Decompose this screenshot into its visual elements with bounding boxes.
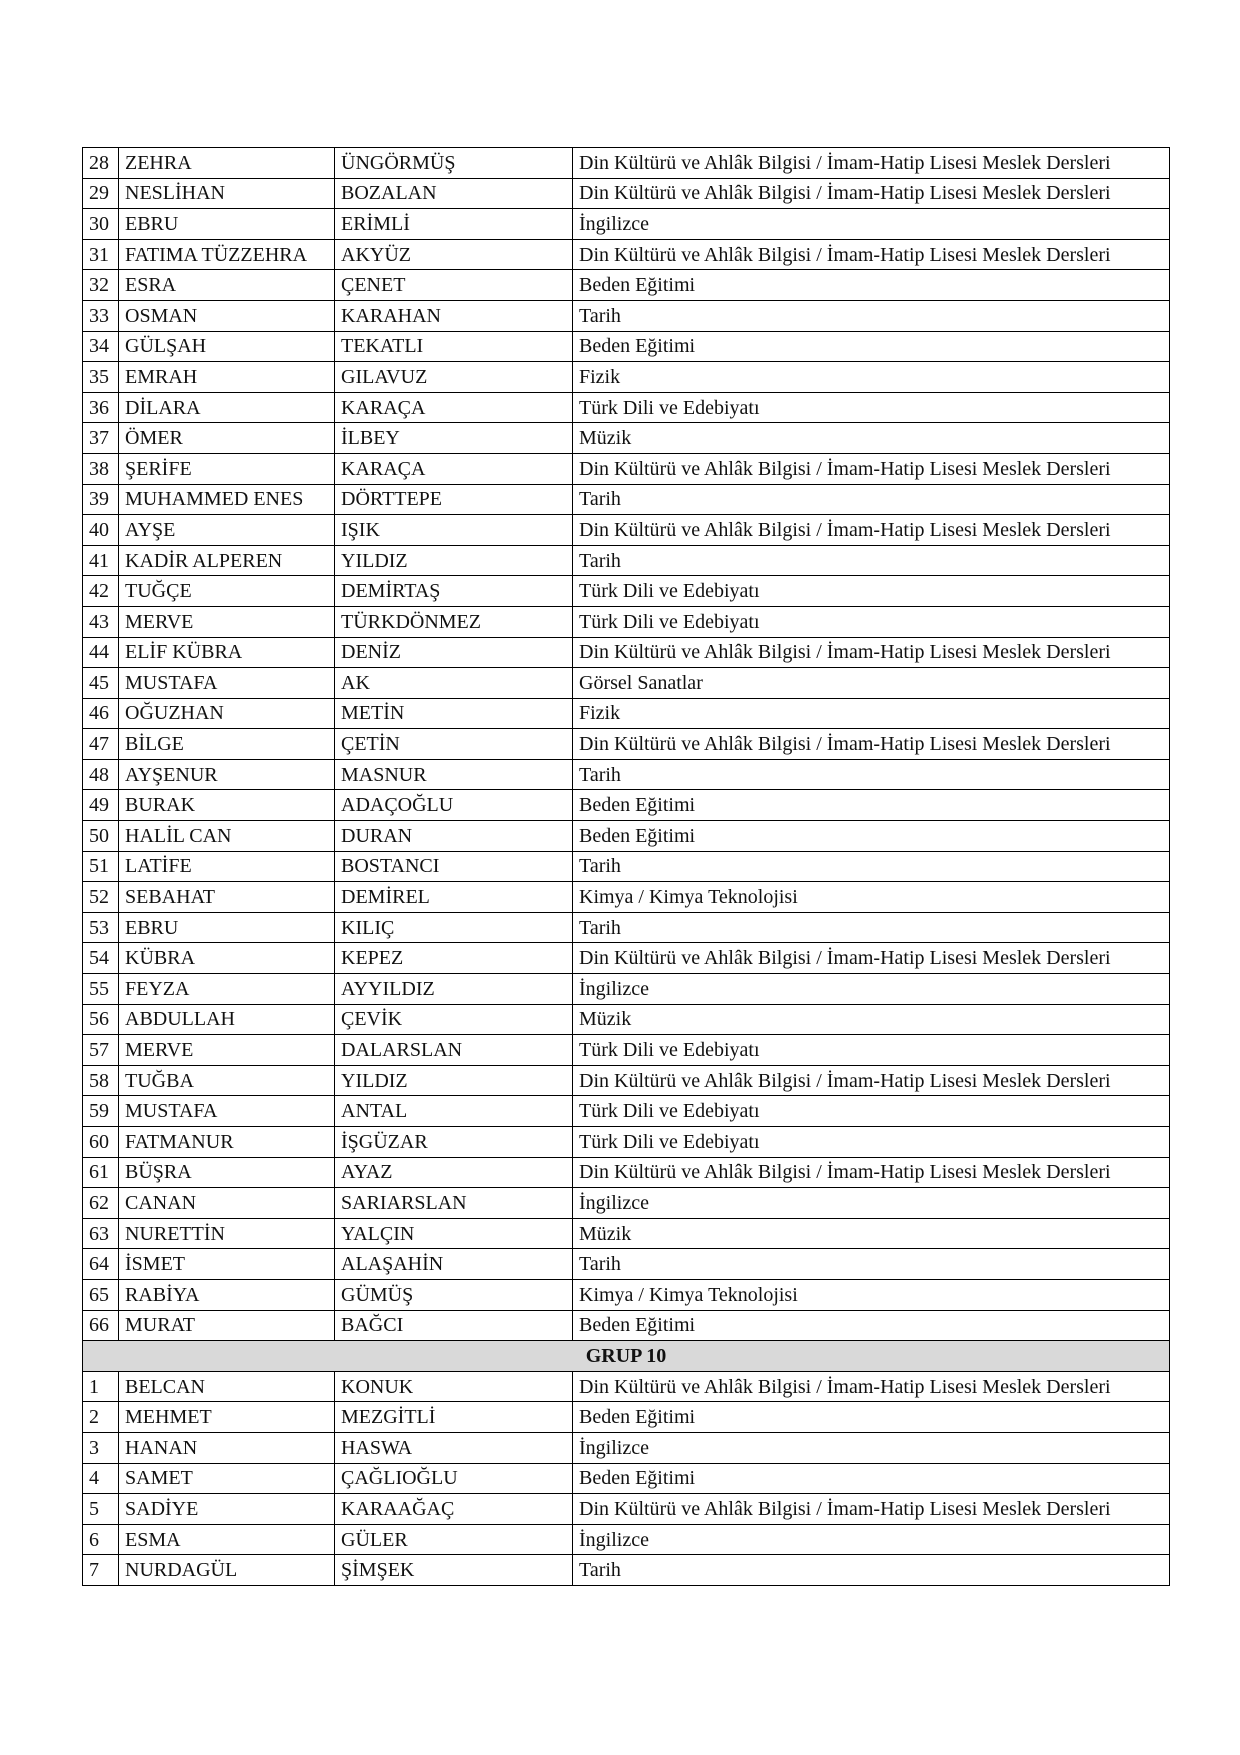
table-row (83, 912, 1170, 943)
last-name: ERİMLİ (335, 209, 573, 240)
row-number: 57 (83, 1035, 119, 1066)
first-name: OSMAN (119, 300, 335, 331)
subject: Tarih (573, 1249, 1170, 1280)
first-name: MUSTAFA (119, 668, 335, 699)
subject: İngilizce (573, 1188, 1170, 1219)
subject: Din Kültürü ve Ahlâk Bilgisi / İmam-Hatip Lisesi Meslek Dersleri (573, 1371, 1170, 1402)
subject: Din Kültürü ve Ahlâk Bilgisi / İmam-Hatip Lisesi Meslek Dersleri (573, 515, 1170, 546)
last-name: KONUK (335, 1371, 573, 1402)
subject: Beden Eğitimi (573, 1310, 1170, 1341)
table-row (83, 239, 1170, 270)
last-name: DALARSLAN (335, 1035, 573, 1066)
table-row (83, 1065, 1170, 1096)
subject: Görsel Sanatlar (573, 668, 1170, 699)
last-name: ÇETİN (335, 729, 573, 760)
row-number: 4 (83, 1463, 119, 1494)
last-name: DÖRTTEPE (335, 484, 573, 515)
table-row (83, 576, 1170, 607)
table-row (83, 392, 1170, 423)
table-row (83, 759, 1170, 790)
table-row (83, 1432, 1170, 1463)
row-number: 53 (83, 912, 119, 943)
table-body-previous-group (83, 148, 1170, 1341)
group-header-section (83, 1341, 1170, 1372)
first-name: DİLARA (119, 392, 335, 423)
row-number: 41 (83, 545, 119, 576)
subject: Tarih (573, 1555, 1170, 1586)
teacher-list-table (82, 147, 1170, 1586)
table-row (83, 698, 1170, 729)
last-name: BOZALAN (335, 178, 573, 209)
row-number: 31 (83, 239, 119, 270)
first-name: ZEHRA (119, 148, 335, 179)
subject: Fizik (573, 362, 1170, 393)
last-name: KEPEZ (335, 943, 573, 974)
first-name: HANAN (119, 1432, 335, 1463)
row-number: 49 (83, 790, 119, 821)
row-number: 65 (83, 1279, 119, 1310)
last-name: YALÇIN (335, 1218, 573, 1249)
first-name: MEHMET (119, 1402, 335, 1433)
subject: Din Kültürü ve Ahlâk Bilgisi / İmam-Hatip Lisesi Meslek Dersleri (573, 148, 1170, 179)
table-row (83, 821, 1170, 852)
table-row (83, 515, 1170, 546)
table-row (83, 331, 1170, 362)
last-name: KARAÇA (335, 392, 573, 423)
last-name: MEZGİTLİ (335, 1402, 573, 1433)
subject: Beden Eğitimi (573, 821, 1170, 852)
row-number: 29 (83, 178, 119, 209)
first-name: SADİYE (119, 1494, 335, 1525)
table-row (83, 1157, 1170, 1188)
last-name: KARAAĞAÇ (335, 1494, 573, 1525)
row-number: 2 (83, 1402, 119, 1433)
last-name: KILIÇ (335, 912, 573, 943)
first-name: MUHAMMED ENES (119, 484, 335, 515)
first-name: ŞERİFE (119, 453, 335, 484)
table-row (83, 270, 1170, 301)
first-name: KADİR ALPEREN (119, 545, 335, 576)
last-name: DENİZ (335, 637, 573, 668)
last-name: DURAN (335, 821, 573, 852)
table-row (83, 1218, 1170, 1249)
row-number: 34 (83, 331, 119, 362)
first-name: BELCAN (119, 1371, 335, 1402)
last-name: GÜMÜŞ (335, 1279, 573, 1310)
first-name: HALİL CAN (119, 821, 335, 852)
table-row (83, 209, 1170, 240)
subject: Beden Eğitimi (573, 270, 1170, 301)
first-name: BURAK (119, 790, 335, 821)
first-name: MUSTAFA (119, 1096, 335, 1127)
table-row (83, 974, 1170, 1005)
row-number: 3 (83, 1432, 119, 1463)
row-number: 55 (83, 974, 119, 1005)
first-name: FATIMA TÜZZEHRA (119, 239, 335, 270)
row-number: 51 (83, 851, 119, 882)
first-name: NESLİHAN (119, 178, 335, 209)
first-name: LATİFE (119, 851, 335, 882)
table-row (83, 882, 1170, 913)
subject: İngilizce (573, 1432, 1170, 1463)
last-name: KARAÇA (335, 453, 573, 484)
subject: Din Kültürü ve Ahlâk Bilgisi / İmam-Hatip Lisesi Meslek Dersleri (573, 943, 1170, 974)
first-name: SAMET (119, 1463, 335, 1494)
subject: Beden Eğitimi (573, 331, 1170, 362)
first-name: BÜŞRA (119, 1157, 335, 1188)
last-name: AYYILDIZ (335, 974, 573, 1005)
last-name: BOSTANCI (335, 851, 573, 882)
last-name: ÇAĞLIOĞLU (335, 1463, 573, 1494)
table-row (83, 1524, 1170, 1555)
row-number: 60 (83, 1127, 119, 1158)
table-row (83, 1279, 1170, 1310)
subject: Türk Dili ve Edebiyatı (573, 1127, 1170, 1158)
first-name: BİLGE (119, 729, 335, 760)
last-name: ŞİMŞEK (335, 1555, 573, 1586)
first-name: SEBAHAT (119, 882, 335, 913)
row-number: 43 (83, 606, 119, 637)
subject: Tarih (573, 851, 1170, 882)
last-name: İŞGÜZAR (335, 1127, 573, 1158)
subject: Din Kültürü ve Ahlâk Bilgisi / İmam-Hatip Lisesi Meslek Dersleri (573, 1494, 1170, 1525)
table-row (83, 943, 1170, 974)
first-name: FEYZA (119, 974, 335, 1005)
row-number: 36 (83, 392, 119, 423)
table-row (83, 1371, 1170, 1402)
row-number: 48 (83, 759, 119, 790)
first-name: FATMANUR (119, 1127, 335, 1158)
subject: Müzik (573, 1218, 1170, 1249)
first-name: MERVE (119, 1035, 335, 1066)
first-name: EBRU (119, 209, 335, 240)
last-name: KARAHAN (335, 300, 573, 331)
subject: Din Kültürü ve Ahlâk Bilgisi / İmam-Hatip Lisesi Meslek Dersleri (573, 729, 1170, 760)
last-name: ANTAL (335, 1096, 573, 1127)
first-name: GÜLŞAH (119, 331, 335, 362)
table-row (83, 637, 1170, 668)
group-title: GRUP 10 (83, 1341, 1170, 1372)
subject: Tarih (573, 300, 1170, 331)
table-row (83, 851, 1170, 882)
row-number: 7 (83, 1555, 119, 1586)
row-number: 56 (83, 1004, 119, 1035)
row-number: 39 (83, 484, 119, 515)
first-name: İSMET (119, 1249, 335, 1280)
first-name: NURDAGÜL (119, 1555, 335, 1586)
last-name: İLBEY (335, 423, 573, 454)
first-name: ESMA (119, 1524, 335, 1555)
first-name: KÜBRA (119, 943, 335, 974)
row-number: 30 (83, 209, 119, 240)
subject: Tarih (573, 759, 1170, 790)
last-name: ÇEVİK (335, 1004, 573, 1035)
table-row (83, 668, 1170, 699)
last-name: IŞIK (335, 515, 573, 546)
first-name: OĞUZHAN (119, 698, 335, 729)
table-row (83, 1035, 1170, 1066)
row-number: 45 (83, 668, 119, 699)
table-row (83, 606, 1170, 637)
first-name: TUĞÇE (119, 576, 335, 607)
row-number: 32 (83, 270, 119, 301)
last-name: BAĞCI (335, 1310, 573, 1341)
row-number: 33 (83, 300, 119, 331)
last-name: ALAŞAHİN (335, 1249, 573, 1280)
table-row (83, 453, 1170, 484)
subject: Beden Eğitimi (573, 1402, 1170, 1433)
subject: Din Kültürü ve Ahlâk Bilgisi / İmam-Hatip Lisesi Meslek Dersleri (573, 239, 1170, 270)
first-name: CANAN (119, 1188, 335, 1219)
table-row (83, 484, 1170, 515)
subject: Türk Dili ve Edebiyatı (573, 1035, 1170, 1066)
table-row (83, 545, 1170, 576)
last-name: SARIARSLAN (335, 1188, 573, 1219)
subject: Beden Eğitimi (573, 790, 1170, 821)
first-name: ELİF KÜBRA (119, 637, 335, 668)
first-name: ABDULLAH (119, 1004, 335, 1035)
table-row (83, 1494, 1170, 1525)
first-name: AYŞE (119, 515, 335, 546)
row-number: 66 (83, 1310, 119, 1341)
table-row (83, 362, 1170, 393)
row-number: 50 (83, 821, 119, 852)
table-row (83, 1310, 1170, 1341)
table-row (83, 1555, 1170, 1586)
subject: İngilizce (573, 974, 1170, 1005)
first-name: RABİYA (119, 1279, 335, 1310)
last-name: GÜLER (335, 1524, 573, 1555)
subject: Din Kültürü ve Ahlâk Bilgisi / İmam-Hatip Lisesi Meslek Dersleri (573, 178, 1170, 209)
row-number: 61 (83, 1157, 119, 1188)
first-name: ÖMER (119, 423, 335, 454)
row-number: 37 (83, 423, 119, 454)
row-number: 6 (83, 1524, 119, 1555)
subject: Fizik (573, 698, 1170, 729)
first-name: NURETTİN (119, 1218, 335, 1249)
last-name: TEKATLI (335, 331, 573, 362)
last-name: METİN (335, 698, 573, 729)
row-number: 38 (83, 453, 119, 484)
subject: Tarih (573, 484, 1170, 515)
subject: Beden Eğitimi (573, 1463, 1170, 1494)
first-name: EBRU (119, 912, 335, 943)
last-name: YILDIZ (335, 1065, 573, 1096)
subject: Tarih (573, 545, 1170, 576)
table-row (83, 790, 1170, 821)
last-name: AK (335, 668, 573, 699)
subject: Kimya / Kimya Teknolojisi (573, 882, 1170, 913)
row-number: 5 (83, 1494, 119, 1525)
group-header-row (83, 1341, 1170, 1372)
subject: Tarih (573, 912, 1170, 943)
last-name: MASNUR (335, 759, 573, 790)
table-row (83, 1463, 1170, 1494)
row-number: 40 (83, 515, 119, 546)
subject: İngilizce (573, 1524, 1170, 1555)
table-row (83, 178, 1170, 209)
row-number: 42 (83, 576, 119, 607)
row-number: 44 (83, 637, 119, 668)
row-number: 54 (83, 943, 119, 974)
first-name: EMRAH (119, 362, 335, 393)
row-number: 62 (83, 1188, 119, 1219)
last-name: ÜNGÖRMÜŞ (335, 148, 573, 179)
subject: Kimya / Kimya Teknolojisi (573, 1279, 1170, 1310)
table-row (83, 729, 1170, 760)
first-name: MERVE (119, 606, 335, 637)
last-name: DEMİREL (335, 882, 573, 913)
last-name: GILAVUZ (335, 362, 573, 393)
row-number: 52 (83, 882, 119, 913)
last-name: AKYÜZ (335, 239, 573, 270)
table-row (83, 1004, 1170, 1035)
row-number: 28 (83, 148, 119, 179)
table-row (83, 1188, 1170, 1219)
subject: Din Kültürü ve Ahlâk Bilgisi / İmam-Hatip Lisesi Meslek Dersleri (573, 1157, 1170, 1188)
last-name: YILDIZ (335, 545, 573, 576)
last-name: AYAZ (335, 1157, 573, 1188)
last-name: ÇENET (335, 270, 573, 301)
table-row (83, 300, 1170, 331)
row-number: 35 (83, 362, 119, 393)
first-name: ESRA (119, 270, 335, 301)
row-number: 1 (83, 1371, 119, 1402)
table-body-group-10 (83, 1371, 1170, 1585)
last-name: HASWA (335, 1432, 573, 1463)
subject: Türk Dili ve Edebiyatı (573, 576, 1170, 607)
subject: Müzik (573, 1004, 1170, 1035)
table-row (83, 1096, 1170, 1127)
row-number: 47 (83, 729, 119, 760)
first-name: AYŞENUR (119, 759, 335, 790)
subject: Türk Dili ve Edebiyatı (573, 392, 1170, 423)
last-name: TÜRKDÖNMEZ (335, 606, 573, 637)
last-name: DEMİRTAŞ (335, 576, 573, 607)
subject: Türk Dili ve Edebiyatı (573, 1096, 1170, 1127)
first-name: MURAT (119, 1310, 335, 1341)
subject: Müzik (573, 423, 1170, 454)
row-number: 46 (83, 698, 119, 729)
last-name: ADAÇOĞLU (335, 790, 573, 821)
subject: İngilizce (573, 209, 1170, 240)
subject: Türk Dili ve Edebiyatı (573, 606, 1170, 637)
table-row (83, 1127, 1170, 1158)
table-row (83, 423, 1170, 454)
table-row (83, 148, 1170, 179)
table-row (83, 1249, 1170, 1280)
row-number: 59 (83, 1096, 119, 1127)
first-name: TUĞBA (119, 1065, 335, 1096)
row-number: 64 (83, 1249, 119, 1280)
table-row (83, 1402, 1170, 1433)
subject: Din Kültürü ve Ahlâk Bilgisi / İmam-Hatip Lisesi Meslek Dersleri (573, 453, 1170, 484)
subject: Din Kültürü ve Ahlâk Bilgisi / İmam-Hatip Lisesi Meslek Dersleri (573, 637, 1170, 668)
row-number: 63 (83, 1218, 119, 1249)
subject: Din Kültürü ve Ahlâk Bilgisi / İmam-Hatip Lisesi Meslek Dersleri (573, 1065, 1170, 1096)
row-number: 58 (83, 1065, 119, 1096)
